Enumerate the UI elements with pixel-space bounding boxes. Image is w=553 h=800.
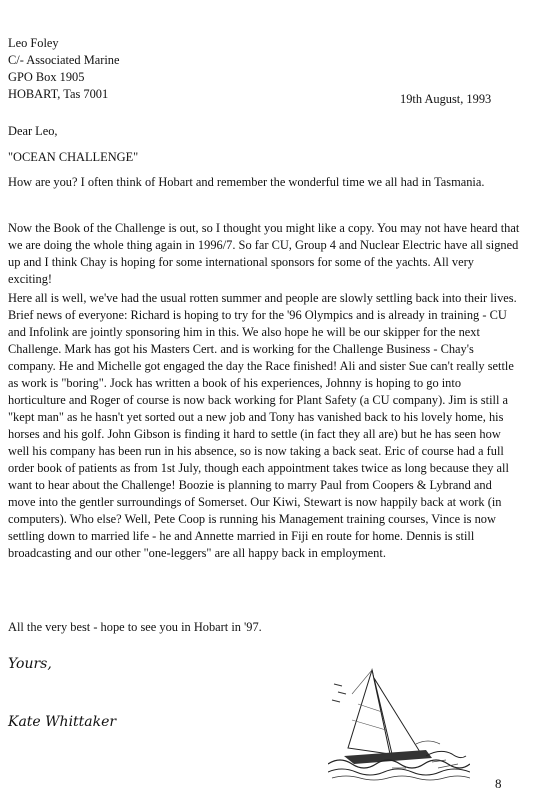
- salutation: Dear Leo,: [8, 124, 58, 138]
- letter-date: 19th August, 1993: [400, 92, 492, 106]
- signoff: Yours,: [8, 656, 52, 672]
- address-line: HOBART, Tas 7001: [8, 87, 109, 101]
- address-line: C/- Associated Marine: [8, 53, 120, 67]
- page-number: 8: [495, 776, 502, 791]
- paragraph: How are you? I often think of Hobart and remember the wonderful time we all had in Tasmania.: [8, 175, 485, 189]
- paragraph: Here all is well, we've had the usual rotten summer and people are slowly settling back into their lives. Brief news of everyone: Richard is hoping to try for the '96 Olympics and is already in training - CU and Infolink are jointly sponsoring him in this. We also hope he will be our skipper for the next Challenge. Mark has got his Masters Cert. and is working for the Challenge Business - Chay's company. He and Michelle got engaged the day the Race finished! Ali and sister Sue can't really settle as work is "boring". Jock has written a book of his experiences, Johnny is hoping to go into horticulture and Roger of course is now back working for Plant Safety (a CU company). Jim is still a "kept man" as he hasn't yet sorted out a new job and Tony has vanished back to his lovely home, his horses and his golf. John Gibson is finding it hard to settle (in fact they all are) but he has seen how well his company has been run in his absence, so is now taking a back seat. Eric of course had a full order book of patients as from 1st July, though each appointment takes twice as long because they all want to hear about the Challenge! Boozie is planning to marry Paul from Coopers & Lybrand and move into the gentler surroundings of Somerset. Our Kiwi, Stewart is now happily back at work (in computers). Who else? Well, Pete Coop is running his Management training courses, Vince is now settling down to married life - he and Annette married in Fiji en route for home. Dennis is still broadcasting and our other "one-leggers" are all happy back in employment.: [8, 291, 517, 560]
- paragraph: Now the Book of the Challenge is out, so I thought you might like a copy. You may not have heard that we are doing the whole thing again in 1996/7. So far CU, Group 4 and Nuclear Electric have all signed up and I think Chay is hoping for some international sponsors for some of the yachts. All very exciting!: [8, 221, 520, 286]
- subject-line: "OCEAN CHALLENGE": [8, 150, 139, 164]
- signature: Kate Whittaker: [8, 714, 117, 730]
- recipient-address: [8, 35, 120, 103]
- address-line: GPO Box 1905: [8, 70, 85, 84]
- address-line: Leo Foley: [8, 36, 59, 50]
- sailing-yacht-sketch-icon: [328, 664, 470, 782]
- closing-line: All the very best - hope to see you in Hobart in '97.: [8, 620, 262, 634]
